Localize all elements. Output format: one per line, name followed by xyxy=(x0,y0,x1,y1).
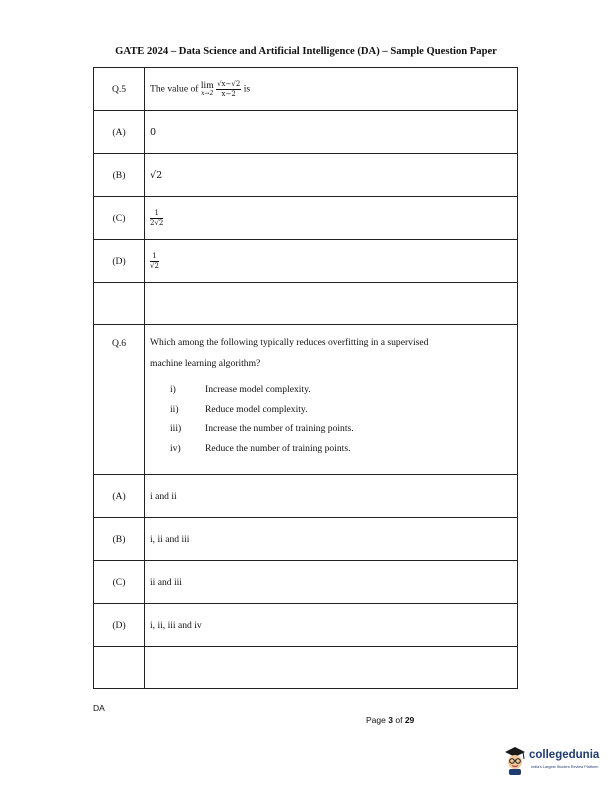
graduate-mascot-icon xyxy=(502,745,528,775)
stem-suffix: is xyxy=(243,83,251,95)
empty-cell xyxy=(94,647,145,689)
option-fraction xyxy=(150,210,163,227)
fraction-numerator: 1 xyxy=(150,253,159,262)
spacer-row xyxy=(94,283,518,325)
brand-name: collegedunia xyxy=(529,749,600,761)
option-label: (B) xyxy=(94,154,145,197)
question-stem xyxy=(145,325,518,475)
option-row xyxy=(94,240,518,283)
question-number: Q.5 xyxy=(94,68,145,111)
statement-number: i) xyxy=(170,384,176,395)
fraction-denominator: x−2 xyxy=(221,89,236,98)
paper-code: DA xyxy=(93,703,105,713)
fraction-numerator: √x−√2 xyxy=(217,79,241,88)
brand-logo-block[interactable] xyxy=(502,745,607,779)
statement-text: Increase model complexity. xyxy=(205,384,311,395)
question-stem xyxy=(145,68,518,111)
limit-fraction xyxy=(216,81,241,98)
option-row xyxy=(94,111,518,154)
option-label: (D) xyxy=(94,604,145,647)
stem-prefix: The value of xyxy=(150,83,199,95)
lim-subscript: x→2 xyxy=(201,90,214,98)
option-row xyxy=(94,604,518,647)
spacer-row xyxy=(94,647,518,689)
empty-cell xyxy=(145,647,518,689)
option-label: (B) xyxy=(94,518,145,561)
brand-tagline: India's Largest Student Review Platform xyxy=(531,765,599,769)
statement-text: Increase the number of training points. xyxy=(205,423,354,434)
statement-text: Reduce model complexity. xyxy=(205,403,308,415)
option-row xyxy=(94,475,518,518)
statement-number: iv) xyxy=(170,442,181,454)
option-text: i, ii and iii xyxy=(145,518,518,561)
statement-list xyxy=(170,380,517,458)
option-text: i and ii xyxy=(145,475,518,518)
option-text: ii and iii xyxy=(145,561,518,604)
question-row-q5 xyxy=(94,68,518,111)
option-label: (C) xyxy=(94,197,145,240)
option-text: 0 xyxy=(145,111,518,154)
question-number: Q.6 xyxy=(94,325,145,475)
empty-cell xyxy=(94,283,145,325)
page-current: 3 xyxy=(388,715,393,725)
question-row-q6 xyxy=(94,325,518,475)
page-header: GATE 2024 – Data Science and Artificial Intelligence (DA) – Sample Question Paper xyxy=(115,46,497,57)
statement-item xyxy=(170,400,517,420)
statement-item xyxy=(170,419,517,439)
statement-number: ii) xyxy=(170,403,179,415)
lim-word: lim xyxy=(200,79,214,91)
page-of: of xyxy=(395,715,403,725)
page-number xyxy=(366,715,414,725)
statement-item xyxy=(170,439,517,459)
option-fraction xyxy=(150,253,159,270)
option-row xyxy=(94,154,518,197)
statement-number: iii) xyxy=(170,423,182,434)
empty-cell xyxy=(145,283,518,325)
limit-operator xyxy=(201,81,214,98)
fraction-numerator: 1 xyxy=(150,210,163,219)
option-row xyxy=(94,197,518,240)
stem-line: Which among the following typically reduces overfitting in a supervised xyxy=(150,337,429,348)
option-label: (A) xyxy=(94,475,145,518)
question-table xyxy=(93,67,518,689)
option-text: √2 xyxy=(145,154,518,197)
statement-item xyxy=(170,380,517,400)
option-label: (A) xyxy=(94,111,145,154)
page-prefix: Page xyxy=(366,715,386,725)
option-fraction-cell xyxy=(145,240,518,283)
fraction-denominator: √2 xyxy=(150,261,159,270)
fraction-denominator: 2√2 xyxy=(150,218,164,227)
option-label: (D) xyxy=(94,240,145,283)
option-fraction-cell xyxy=(145,197,518,240)
option-label: (C) xyxy=(94,561,145,604)
page-total: 29 xyxy=(404,715,415,725)
option-text: i, ii, iii and iv xyxy=(145,604,518,647)
stem-line: machine learning algorithm? xyxy=(150,358,261,369)
statement-text: Reduce the number of training points. xyxy=(205,442,351,454)
option-row xyxy=(94,561,518,604)
option-row xyxy=(94,518,518,561)
